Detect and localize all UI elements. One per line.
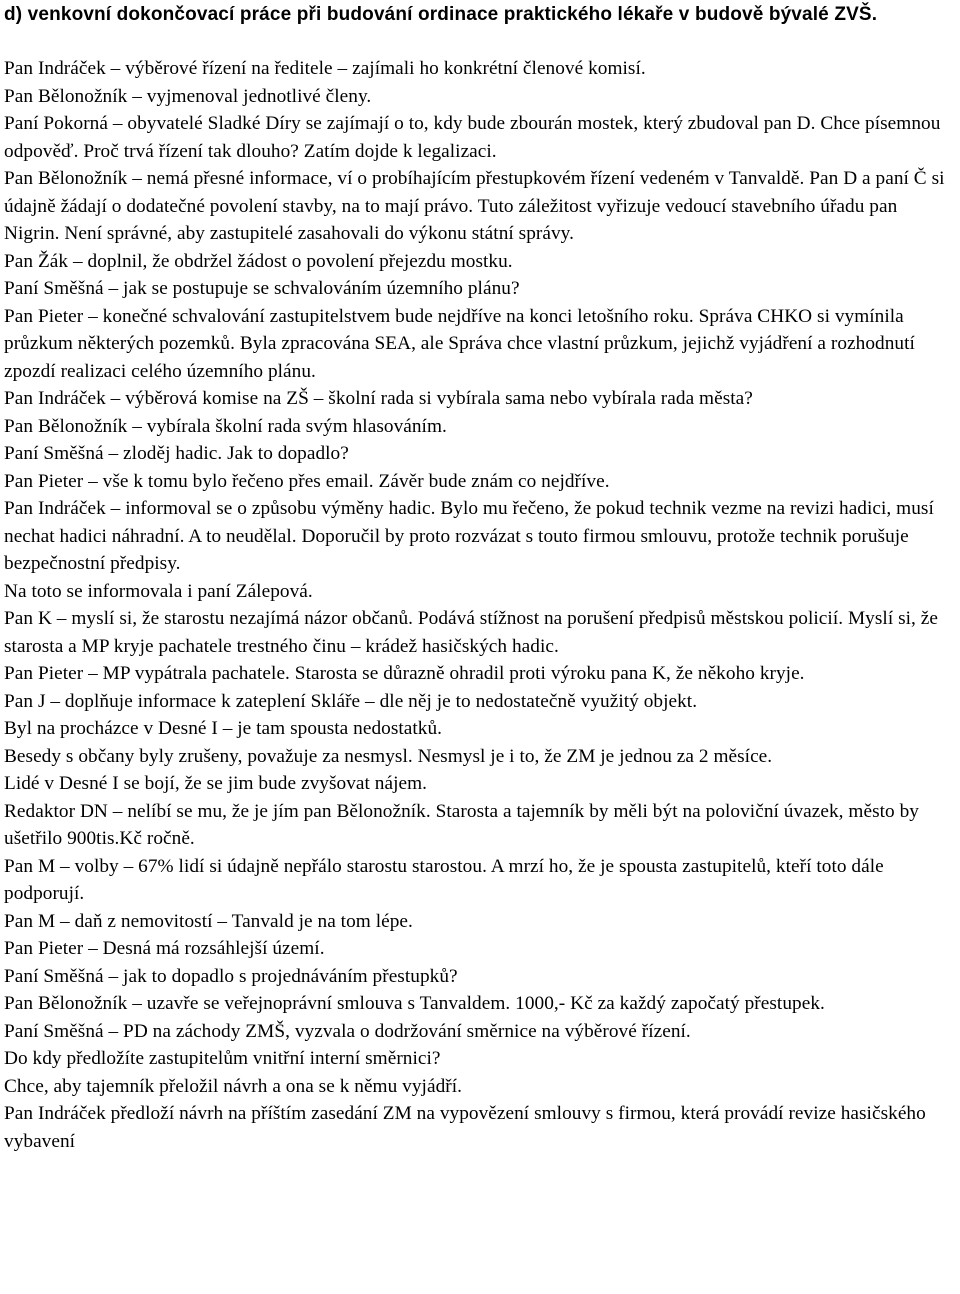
paragraph-indracek-komise-zs: Pan Indráček – výběrová komise na ZŠ – školní rada si vybírala sama nebo vybírala rada města? <box>4 388 753 409</box>
paragraph-indracek-vyberove-rizeni: Pan Indráček – výběrové řízení na ředitele – zajímali ho konkrétní členové komisí. <box>4 58 646 79</box>
paragraph-smesna-uzemni-plan: Paní Směšná – jak se postupuje se schvalováním územního plánu? <box>4 278 520 299</box>
paragraph-pieter-mp: Pan Pieter – MP vypátrala pachatele. Starosta se důrazně ohradil proti výroku pana K, že někoho kryje. <box>4 663 805 684</box>
paragraph-zalepova: Na toto se informovala i paní Zálepová. <box>4 580 313 602</box>
paragraph-tajemnik-navrh: Chce, aby tajemník přeložil návrh a ona se k němu vyjádří. <box>4 1075 463 1097</box>
paragraph-indracek-hadice: Pan Indráček – informoval se o způsobu výměny hadic. Bylo mu řečeno, že pokud technik vezme na revizi hadici, musí nechat hadici náhradní. A to neudělal. Doporučil by proto rozvázat s touto firmou smlouvu, protože technik porušuje bezpečnostní předpisy. <box>4 498 934 574</box>
paragraph-zak-prejezd: Pan Žák – doplnil, že obdržel žádost o povolení přejezdu mostku. <box>4 250 513 272</box>
paragraph-pan-j-zatepleni: Pan J – doplňuje informace k zateplení Sklářе – dle něj je to nedostatečně využitý objekt. <box>4 690 698 712</box>
paragraph-prochazka-desna: Byl na procházce v Desné I – je tam spousta nedostatků. <box>4 718 443 739</box>
section-heading: d) venkovní dokončovací práce při budování ordinace praktického lékaře v budově bývalé ZVŠ. <box>4 4 878 25</box>
paragraph-pan-k-stiznost: Pan K – myslí si, že starostu nezajímá názor občanů. Podává stížnost na porušení předpisů městskou policií. Myslí si, že starosta a MP kryje pachatele trestného činu – krádež hasičských hadic. <box>4 608 939 657</box>
paragraph-pan-m-dan: Pan M – daň z nemovitostí – Tanvald je na tom lépe. <box>4 910 413 932</box>
paragraph-smesna-zlodej: Paní Směšná – zloděj hadic. Jak to dopadlo? <box>4 443 349 464</box>
paragraph-pokorna-mostek: Paní Pokorná – obyvatelé Sladké Díry se zajímají o to, kdy bude zbourán mostek, který zbudoval pan D. Chce písemnou odpověď. Proč trvá řízení tak dlouho? Zatím dojde k legalizaci. <box>4 113 941 162</box>
paragraph-besedy: Besedy s občany byly zrušeny, považuje za nesmysl. Nesmysl je i to, že ZM je jednou za 2 měsíce. <box>4 745 773 767</box>
paragraph-najem: Lidé v Desné I se bojí, že se jim bude zvyšovat nájem. <box>4 773 428 794</box>
paragraph-belonoznik-smlouva: Pan Bělonožník – uzavře se veřejnoprávní smlouva s Tanvaldem. 1000,- Kč za každý započatý přestupek. <box>4 993 825 1014</box>
paragraph-pieter-email: Pan Pieter – vše k tomu bylo řečeno přes email. Závěr bude znám co nejdříve. <box>4 470 610 492</box>
paragraph-smesna-zachody: Paní Směšná – PD na záchody ZMŠ, vyzvala o dodržování směrnice na výběrové řízení. <box>4 1020 691 1042</box>
paragraph-indracek-navrh: Pan Indráček předloží návrh na příštím zasedání ZM na vypovězení smlouvy s firmou, která provádí revize hasičského vybavení <box>4 1103 926 1152</box>
paragraph-smesna-prestupky: Paní Směšná – jak to dopadlo s projednáváním přestupků? <box>4 965 458 987</box>
document-page <box>4 0 952 1155</box>
paragraph-belonoznik-prestupkove-rizeni: Pan Bělonožník – nemá přesné informace, ví o probíhajícím přestupkovém řízení vedeném v Tanvaldě. Pan D a paní Č si údajně žádají o dodatečné povolení stavby, na to mají právo. Tuto záležitost vyřizuje vedoucí stavebního úřadu pan Nigrin. Není správné, aby zastupitelé zasahovali do výkonu státní správy. <box>4 168 945 244</box>
paragraph-pieter-schvalovani: Pan Pieter – konečné schvalování zastupitelstvem bude nejdříve na konci letošního roku. Správa CHKO si vymínila průzkum některých pozemků. Byla zpracována SEA, ale Správa chce vlastní průzkum, jejichž vyjádření a rozhodnutí zpozdí realizaci celého územního plánu. <box>4 305 915 382</box>
paragraph-belonoznik-skolni-rada: Pan Bělonožník – vybírala školní rada svým hlasováním. <box>4 415 447 437</box>
paragraph-redaktor-dn: Redaktor DN – nelíbí se mu, že je jím pan Bělonožník. Starosta a tajemník by měli být na poloviční úvazek, město by ušetřilo 900tis.Kč ročně. <box>4 800 919 849</box>
blank-line <box>4 28 952 55</box>
paragraph-smernice-otazka: Do kdy předložíte zastupitelům vnitřní interní směrnici? <box>4 1048 441 1069</box>
paragraph-belonoznik-clenove: Pan Bělonožník – vyjmenoval jednotlivé členy. <box>4 85 372 107</box>
paragraph-pan-m-volby: Pan M – volby – 67% lidí si údajně nepřálo starostu starostou. A mrzí ho, že je spousta zastupitelů, kteří toto dále podporují. <box>4 855 884 904</box>
paragraph-pieter-uzemi: Pan Pieter – Desná má rozsáhlejší území. <box>4 938 325 959</box>
